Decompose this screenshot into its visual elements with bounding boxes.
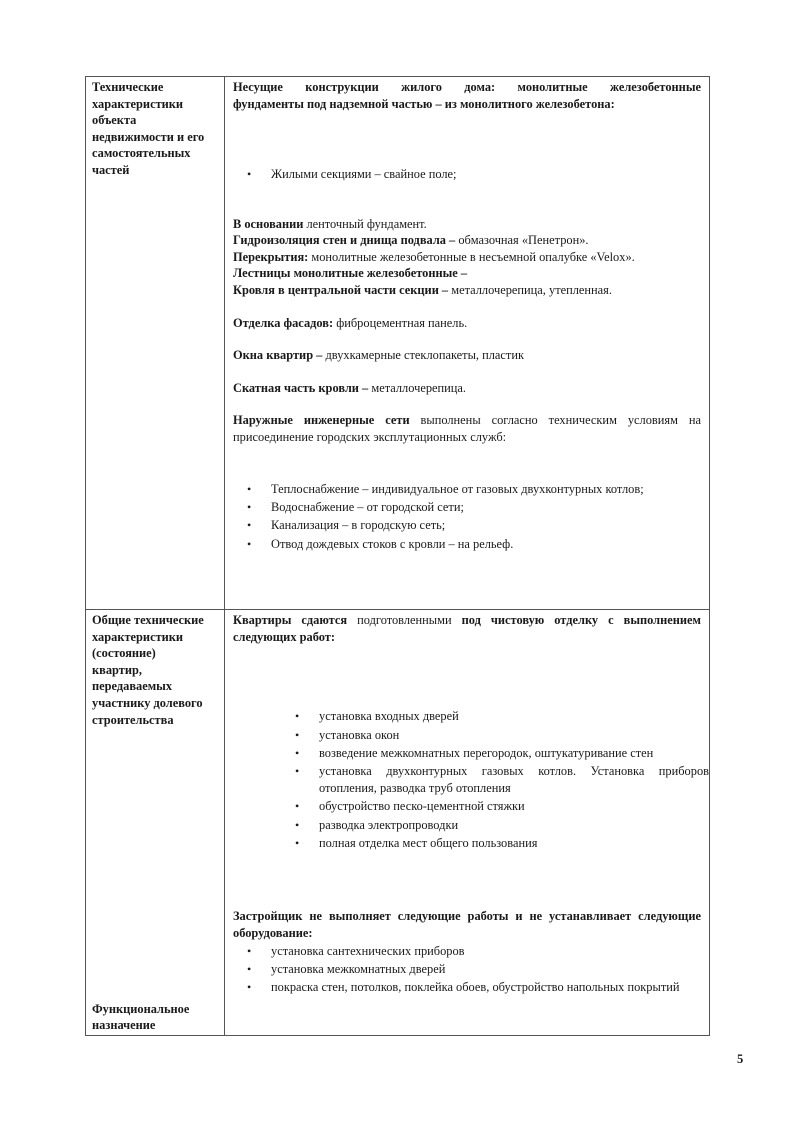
networks-list [225,481,709,553]
sections-list [225,166,709,182]
foundation-line: В основании ленточный фундамент. [233,216,427,231]
label-cell [86,77,225,610]
list-item: • Отвод дождевых стоков с кровли – на рельеф. [225,536,709,552]
table-row-technical [86,77,710,610]
works-list [225,708,709,851]
table-row-apartments [86,610,710,1036]
row-label-apartments: Общие технические характеристики (состояние) квартир, передаваемых участнику долевого строительства [92,613,204,727]
not-done-title: Застройщик не выполняет следующие работы и не устанавливает следующие оборудование: [233,909,701,941]
label-cell [86,610,225,1036]
pitched-roof-line: Скатная часть кровли – металлочерепица. [233,380,467,395]
list-item: • Жилыми секциями – свайное поле; [225,166,709,182]
apartments-intro: Квартиры сдаются подготовленными под чистовую отделку с выполнением следующих работ: [233,613,701,644]
stairs-line: Лестницы монолитные железобетонные – [233,266,468,281]
row-label-technical: Технические характеристики объекта недвижимости и его самостоятельных частей [92,80,205,177]
list-item: • обустройство песко-цементной стяжки [225,798,709,814]
content-cell [225,610,710,1036]
list-item: • Водоснабжение – от городской сети; [225,499,709,515]
list-item: • установка двухконтурных газовых котлов. Установка приборов отопления, разводка труб отопления [225,763,709,796]
list-item: • Канализация – в городскую сеть; [225,517,709,533]
windows-line: Окна квартир – двухкамерные стеклопакеты, пластик [233,348,524,363]
row-label-function: Функциональное назначение [92,1001,190,1033]
list-item: • установка входных дверей [225,708,709,724]
characteristics-table [85,76,710,1036]
list-item: • разводка электропроводки [225,817,709,833]
networks-paragraph: Наружные инженерные сети выполнены согласно техническим условиям на присоединение городских эксплутационных служб: [233,413,702,444]
waterproofing-line: Гидроизоляция стен и днища подвала – обмазочная «Пенетрон». [233,233,589,248]
list-item: • Теплоснабжение – индивидуальное от газовых двухконтурных котлов; [225,481,709,497]
list-item: • установка окон [225,727,709,743]
list-item: • полная отделка мест общего пользования [225,835,709,851]
list-item: • возведение межкомнатных перегородок, оштукатуривание стен [225,745,709,761]
floors-line: Перекрытия: монолитные железобетонные в несъемной опалубке «Velox». [233,249,635,264]
intro-line-1: Несущие конструкции жилого дома: монолитные железобетонные [233,80,701,94]
roof-line: Кровля в центральной части секции – металлочерепица, утепленная. [233,282,612,297]
intro-line-2: фундаменты под надземной частью – из монолитного железобетона: [233,96,615,111]
not-done-list [225,943,709,996]
list-item: • покраска стен, потолков, поклейка обоев, обустройство напольных покрытий [225,979,709,995]
list-item: • установка межкомнатных дверей [225,961,709,977]
content-cell [225,77,710,610]
facade-line: Отделка фасадов: фиброцементная панель. [233,315,468,330]
page-number: 5 [737,1052,744,1066]
list-item: • установка сантехнических приборов [225,943,709,959]
